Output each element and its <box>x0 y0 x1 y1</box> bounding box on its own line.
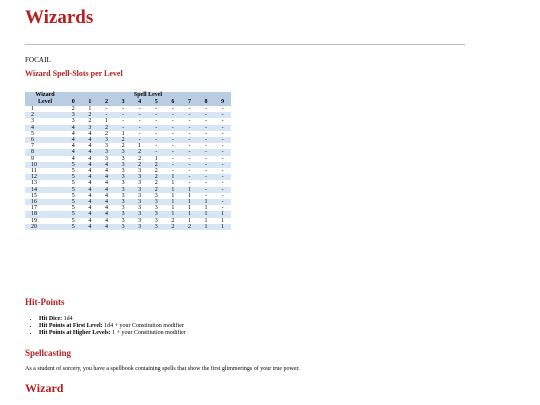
slot-cell: 4 <box>98 174 115 180</box>
slot-cell: - <box>115 125 132 131</box>
slot-cell: 5 <box>71 168 75 175</box>
wizard-level-cell: 19 <box>31 217 37 224</box>
slot-cell: 3 <box>148 199 165 205</box>
slot-cell: 3 <box>104 143 108 150</box>
hit-dice-item: • Hit Dice: 1d4 <box>39 316 186 323</box>
slot-cell: 5 <box>71 217 75 224</box>
wizard-level-cell: 16 <box>25 199 65 205</box>
slot-cell: 1 <box>171 180 175 187</box>
slot-cell: - <box>165 149 182 155</box>
slot-cell: - <box>138 106 141 112</box>
slot-cell: - <box>181 137 198 143</box>
slot-cell: - <box>221 155 224 162</box>
slot-cell: 4 <box>98 211 115 217</box>
hp-higher-levels-item: • Hit Points at Higher Levels: 1 + your Constitution modifier <box>39 330 186 337</box>
wizard-level-cell: 18 <box>25 211 65 217</box>
slot-cell: 3 <box>131 199 148 205</box>
header-spell-level-6: 6 <box>165 99 182 106</box>
slot-cell: - <box>221 168 224 175</box>
table-heading: Wizard Spell-Slots per Level <box>25 69 123 78</box>
slot-cell: - <box>198 125 215 131</box>
slot-cell: - <box>181 125 198 131</box>
slot-cell: - <box>98 112 115 118</box>
wizard-level-cell: 1 <box>31 106 34 112</box>
slot-cell: 3 <box>121 168 125 175</box>
slot-cell: 1 <box>187 192 191 199</box>
slot-cell: 2 <box>181 224 198 230</box>
wizard-level-cell: 6 <box>25 137 65 143</box>
slot-cell: - <box>148 112 165 118</box>
slot-cell: 4 <box>88 130 92 137</box>
slot-cell: 4 <box>71 143 75 150</box>
slot-cell: 3 <box>121 155 125 162</box>
slot-cell: - <box>171 168 174 175</box>
slot-cell: - <box>165 137 182 143</box>
slot-cell: 3 <box>148 224 165 230</box>
slot-cell: 1 <box>154 155 158 162</box>
slot-cell: 3 <box>138 180 142 187</box>
wizard-level-cell: 12 <box>25 174 65 180</box>
slot-cell: 1 <box>198 224 215 230</box>
slot-cell: 4 <box>88 168 92 175</box>
slot-cell: - <box>188 155 191 162</box>
slot-cell: 3 <box>71 118 75 125</box>
slot-cell: 1 <box>165 174 182 180</box>
slot-cell: - <box>171 143 174 150</box>
slot-cell: 3 <box>121 205 125 212</box>
slot-cell: 2 <box>115 137 132 143</box>
slot-cell: 3 <box>154 217 158 224</box>
wizard-heading: Wizard <box>25 381 64 395</box>
slot-cell: 3 <box>148 211 165 217</box>
slot-cell: - <box>181 112 198 118</box>
wizard-level-cell: 9 <box>31 155 34 162</box>
slot-cell: 3 <box>115 199 132 205</box>
slot-cell: 2 <box>148 174 165 180</box>
slot-cell: 3 <box>121 192 125 199</box>
slot-cell: 1 <box>198 211 215 217</box>
slot-cell: - <box>155 118 158 125</box>
slot-cell: 4 <box>82 187 99 193</box>
slot-cell: 2 <box>104 130 108 137</box>
header-spell-level-7: 7 <box>181 99 198 106</box>
slot-cell: - <box>138 118 141 125</box>
slot-cell: 4 <box>98 187 115 193</box>
slot-cell: 4 <box>104 180 108 187</box>
wizard-level-cell: 17 <box>31 205 37 212</box>
header-spell-level-5: 5 <box>148 99 165 106</box>
slot-cell: - <box>205 130 208 137</box>
slot-cell: 3 <box>115 149 132 155</box>
slot-cell: 1 <box>214 224 231 230</box>
slot-cell: 3 <box>121 180 125 187</box>
slot-cell: 1 <box>187 205 191 212</box>
slot-cell: 5 <box>65 224 82 230</box>
slot-cell: - <box>131 112 148 118</box>
slot-cell: 4 <box>104 168 108 175</box>
slot-cell: 1 <box>204 205 208 212</box>
slot-cell: 2 <box>71 106 75 112</box>
slot-cell: 4 <box>82 211 99 217</box>
slot-cell: 5 <box>65 162 82 168</box>
slot-cell: 4 <box>71 155 75 162</box>
slot-cell: 3 <box>115 211 132 217</box>
table-row <box>25 224 231 230</box>
wizard-level-cell: 5 <box>31 130 34 137</box>
slot-cell: - <box>198 149 215 155</box>
slot-cell: 2 <box>165 224 182 230</box>
slot-cell: 2 <box>82 112 99 118</box>
slot-cell: 1 <box>165 187 182 193</box>
slot-cell: - <box>198 162 215 168</box>
slot-cell: - <box>205 168 208 175</box>
slot-cell: 2 <box>138 155 142 162</box>
slot-cell: 3 <box>115 224 132 230</box>
slot-cell: - <box>198 174 215 180</box>
slot-cell: 4 <box>98 224 115 230</box>
slot-cell: 2 <box>98 125 115 131</box>
slot-cell: - <box>188 180 191 187</box>
slot-cell: 4 <box>104 205 108 212</box>
slot-cell: - <box>214 137 231 143</box>
slot-cell: 1 <box>221 217 225 224</box>
slot-cell: 4 <box>82 224 99 230</box>
slot-cell: 3 <box>138 168 142 175</box>
slot-cell: 4 <box>88 192 92 199</box>
slot-cell: 4 <box>65 125 82 131</box>
slot-cell: - <box>214 125 231 131</box>
slot-cell: - <box>198 187 215 193</box>
wizard-level-cell: 13 <box>31 180 37 187</box>
slot-cell: 4 <box>98 162 115 168</box>
slot-cell: 4 <box>88 180 92 187</box>
slot-cell: - <box>188 168 191 175</box>
slot-cell: - <box>221 106 224 112</box>
slot-cell: 1 <box>214 211 231 217</box>
slot-cell: - <box>221 205 224 212</box>
slot-cell: 3 <box>154 192 158 199</box>
slot-cell: 3 <box>131 174 148 180</box>
header-level: Level <box>25 99 65 106</box>
slot-cell: - <box>148 125 165 131</box>
wizard-level-cell: 15 <box>31 192 37 199</box>
wizard-level-cell: 10 <box>25 162 65 168</box>
slot-cell: - <box>171 118 174 125</box>
slot-cell: - <box>131 125 148 131</box>
slot-cell: 1 <box>171 205 175 212</box>
slot-cell: 3 <box>98 137 115 143</box>
slot-cell: - <box>148 149 165 155</box>
slot-cell: 1 <box>121 130 125 137</box>
slot-cell: - <box>205 118 208 125</box>
slot-cell: - <box>181 174 198 180</box>
slot-cell: - <box>138 130 141 137</box>
slot-cell: 1 <box>181 211 198 217</box>
slot-cell: 2 <box>88 118 92 125</box>
slot-cell: 5 <box>71 180 75 187</box>
header-spell-level-3: 3 <box>115 99 132 106</box>
slot-cell: 5 <box>71 192 75 199</box>
slot-cell: - <box>171 130 174 137</box>
slot-cell: - <box>221 118 224 125</box>
slot-cell: - <box>221 192 224 199</box>
slot-cell: 2 <box>121 143 125 150</box>
slot-cell: 1 <box>181 199 198 205</box>
slot-cell: 3 <box>115 187 132 193</box>
slot-cell: 3 <box>115 174 132 180</box>
slot-cell: - <box>198 112 215 118</box>
slot-cell: 1 <box>88 106 92 112</box>
slot-cell: - <box>155 130 158 137</box>
slot-cell: 4 <box>88 143 92 150</box>
slot-cell: - <box>221 143 224 150</box>
slot-cell: - <box>214 149 231 155</box>
wizard-level-cell: 8 <box>25 149 65 155</box>
slot-cell: - <box>198 137 215 143</box>
slot-cell: 3 <box>98 149 115 155</box>
slot-cell: 3 <box>121 217 125 224</box>
slot-cell: 5 <box>65 187 82 193</box>
spellcasting-heading: Spellcasting <box>25 348 72 358</box>
slot-cell: 4 <box>65 149 82 155</box>
slot-cell: 2 <box>131 162 148 168</box>
slot-cell: - <box>214 112 231 118</box>
slot-cell: 2 <box>148 187 165 193</box>
slot-cell: 3 <box>138 192 142 199</box>
slot-cell: 3 <box>104 155 108 162</box>
slot-cell: 5 <box>65 211 82 217</box>
hit-points-list <box>25 316 186 337</box>
header-wizard: Wizard <box>25 92 65 99</box>
slot-cell: 4 <box>82 199 99 205</box>
slot-cell: - <box>122 106 125 112</box>
page-title: Wizards <box>25 7 94 28</box>
slot-cell: 3 <box>65 112 82 118</box>
slot-cell: 1 <box>181 187 198 193</box>
slot-cell: - <box>214 174 231 180</box>
slot-cell: 4 <box>65 137 82 143</box>
slot-cell: 1 <box>198 199 215 205</box>
slot-cell: 1 <box>165 211 182 217</box>
hit-points-heading: Hit-Points <box>25 297 65 307</box>
slot-cell: - <box>165 112 182 118</box>
slot-cell: 4 <box>88 155 92 162</box>
header-spell-level-4: 4 <box>131 99 148 106</box>
slot-cell: 2 <box>171 217 175 224</box>
slot-cell: - <box>171 155 174 162</box>
slot-cell: - <box>131 137 148 143</box>
slot-cell: - <box>188 118 191 125</box>
slot-cell: - <box>181 162 198 168</box>
slot-cell: 3 <box>154 205 158 212</box>
slot-cell: - <box>221 180 224 187</box>
slot-cell: 3 <box>131 224 148 230</box>
slot-cell: 2 <box>154 168 158 175</box>
divider <box>25 44 465 45</box>
slot-cell: - <box>214 162 231 168</box>
wizard-level-cell: 2 <box>25 112 65 118</box>
slot-cell: 4 <box>98 199 115 205</box>
slot-cell: - <box>105 106 108 112</box>
slot-cell: 4 <box>88 217 92 224</box>
header-spell-level-2: 2 <box>98 99 115 106</box>
slot-cell: 1 <box>165 199 182 205</box>
wizard-level-cell: 14 <box>25 187 65 193</box>
slot-cell: 1 <box>187 217 191 224</box>
header-spell-level-8: 8 <box>198 99 215 106</box>
header-spell-level: Spell Level <box>65 92 231 99</box>
slot-cell: - <box>188 143 191 150</box>
source-label: FOCAIL <box>25 56 51 64</box>
wizard-level-cell: 20 <box>25 224 65 230</box>
slot-cell: 3 <box>131 211 148 217</box>
slot-cell: - <box>115 112 132 118</box>
slot-cell: 4 <box>82 137 99 143</box>
slot-cell: 3 <box>82 125 99 131</box>
slot-cell: - <box>188 130 191 137</box>
slot-cell: - <box>165 162 182 168</box>
slot-cell: 4 <box>71 130 75 137</box>
slot-cell: - <box>205 155 208 162</box>
hp-first-level-item: • Hit Points at First Level: 1d4 + your Constitution modifier <box>39 323 186 330</box>
slot-cell: 4 <box>88 205 92 212</box>
header-spell-level-0: 0 <box>65 99 82 106</box>
slot-cell: 4 <box>82 162 99 168</box>
slot-cell: - <box>221 130 224 137</box>
slot-cell: 4 <box>82 149 99 155</box>
slot-cell: 5 <box>71 205 75 212</box>
slot-cell: - <box>214 199 231 205</box>
slot-cell: - <box>181 149 198 155</box>
slot-cell: 1 <box>171 192 175 199</box>
wizard-level-cell: 11 <box>31 168 37 175</box>
slot-cell: 4 <box>82 174 99 180</box>
slot-cell: - <box>205 180 208 187</box>
slot-cell: - <box>122 118 125 125</box>
slot-cell: 3 <box>138 217 142 224</box>
slot-cell: 2 <box>148 162 165 168</box>
wizard-level-cell: 4 <box>25 125 65 131</box>
spell-slots-table <box>25 92 231 230</box>
wizard-level-cell: 7 <box>31 143 34 150</box>
slot-cell: 2 <box>154 180 158 187</box>
slot-cell: 5 <box>65 174 82 180</box>
slot-cell: 2 <box>131 149 148 155</box>
slot-cell: - <box>155 106 158 112</box>
slot-cell: - <box>205 143 208 150</box>
slot-cell: - <box>171 106 174 112</box>
slot-cell: - <box>165 125 182 131</box>
slot-cell: 3 <box>138 205 142 212</box>
spellcasting-text: As a student of sorcery, you have a spellbook containing spells that show the first glimmerings of your true power. <box>25 366 300 372</box>
slot-cell: 4 <box>104 217 108 224</box>
wizard-level-cell: 3 <box>31 118 34 125</box>
slot-cell: - <box>205 106 208 112</box>
slot-cell: - <box>155 143 158 150</box>
slot-cell: - <box>148 137 165 143</box>
header-spell-level-1: 1 <box>82 99 99 106</box>
slot-cell: 4 <box>104 192 108 199</box>
slot-cell: 1 <box>138 143 142 150</box>
slot-cell: - <box>188 106 191 112</box>
slot-cell: 5 <box>65 199 82 205</box>
slot-cell: - <box>214 187 231 193</box>
slot-cell: 1 <box>104 118 108 125</box>
header-spell-level-9: 9 <box>214 99 231 106</box>
slot-cell: - <box>205 192 208 199</box>
slot-cell: 1 <box>204 217 208 224</box>
slot-cell: 3 <box>115 162 132 168</box>
slot-cell: 3 <box>131 187 148 193</box>
